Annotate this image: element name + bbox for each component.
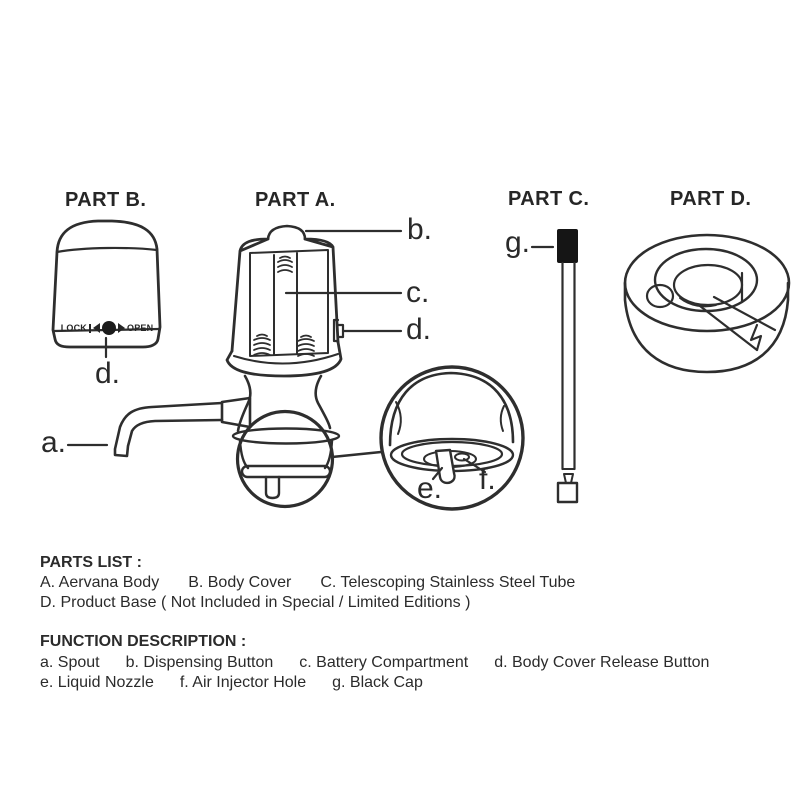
spout-connector [222,398,250,427]
callout-leader-lines [68,231,553,445]
function-description-row-2 [40,673,423,693]
magnifier-connector-line [332,452,381,457]
base-channel-inner [674,265,742,305]
lock-left-triangle-icon [93,323,100,333]
part-b-heading: PART B. [65,189,147,211]
function-item-g: g. Black Cap [332,674,423,691]
black-cap [557,229,578,263]
tube-neck [563,469,574,483]
function-item-f: f. Air Injector Hole [179,674,307,691]
function-description-row-1 [40,653,709,673]
lock-label: LOCK [60,323,87,333]
open-label: OPEN [127,323,154,333]
cover-marking-row [56,319,158,337]
callout-f: f. [479,463,496,496]
parts-list-item-d: D. Product Base ( Not Included in Special / Limited Editions ) [40,594,471,611]
aervana-body-drawing [115,226,343,507]
function-description-heading: FUNCTION DESCRIPTION : [40,633,247,650]
parts-list-item-c: C. Telescoping Stainless Steel Tube [320,574,576,591]
liquid-nozzle-stub [266,477,279,498]
function-item-a: a. Spout [40,654,100,671]
battery-compartment [250,250,328,356]
base-side-wall [625,283,788,372]
callout-d-cover: d. [95,357,121,390]
function-item-d: d. Body Cover Release Button [494,654,710,671]
callout-g: g. [505,226,531,259]
callout-d-side: d. [406,313,432,346]
parts-list-item-b: B. Body Cover [188,574,292,591]
part-d-heading: PART D. [670,188,752,210]
detail-zoom-source-circle [238,412,333,507]
spring-top [278,257,292,273]
base-peg-hole [647,285,673,307]
parts-list-row-1 [40,573,575,593]
function-item-c: c. Battery Compartment [299,654,469,671]
body-waist-right [316,376,330,428]
parts-list-item-a: A. Aervana Body [40,574,160,591]
lock-stop-bar-icon [89,324,91,333]
tube-end-square [558,483,577,502]
tube-walls [563,263,575,469]
callout-e: e. [417,472,443,505]
callout-c: c. [406,276,430,309]
function-item-e: e. Liquid Nozzle [40,674,154,691]
spout [115,398,250,456]
product-base-drawing [625,235,789,372]
body-cover-top-seam [57,248,157,252]
parts-list-row-2 [40,593,470,613]
spring-bottom-left [254,335,270,356]
dome-crease-right [501,406,504,431]
telescoping-tube-drawing [557,229,578,502]
air-injector-hole [455,454,469,461]
body-waist-left [238,376,250,431]
part-c-heading: PART C. [508,188,590,210]
open-right-triangle-icon [118,323,125,333]
callout-a: a. [41,426,67,459]
function-item-b: b. Dispensing Button [125,654,274,671]
cover-release-dot-icon [102,321,116,335]
parts-list-heading: PARTS LIST : [40,554,142,571]
callout-b: b. [407,213,433,246]
part-a-heading: PART A. [255,189,336,211]
dispensing-button [268,226,305,239]
